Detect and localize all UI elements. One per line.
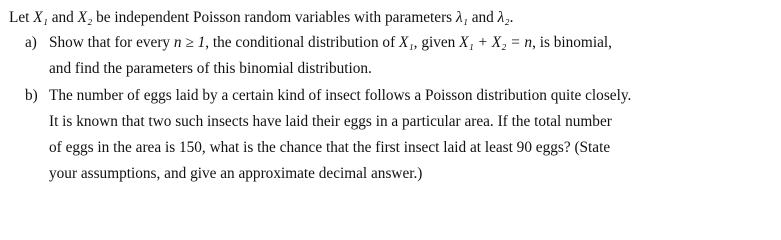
math-lambda2: λ₂ xyxy=(497,9,510,26)
math-n-ge-1: n ≥ 1 xyxy=(173,34,206,51)
part-b-text: It is known that two such insects have laid their eggs in a particular area. If the total number xyxy=(49,113,612,130)
part-b-line-3 xyxy=(49,138,610,158)
math-x1: X₁ xyxy=(33,9,48,26)
part-b-line-2 xyxy=(49,112,612,132)
part-b-line-4 xyxy=(49,164,422,184)
part-b-text: The number of eggs laid by a certain kind of insect follows a Poisson distribution quite closely. xyxy=(49,87,632,104)
part-a-line-1 xyxy=(25,33,612,53)
part-b-line-1 xyxy=(25,86,631,106)
part-b-text: of eggs in the area is 150, what is the chance that the first insect laid at least 90 eggs? (State xyxy=(49,139,611,156)
intro-text: and xyxy=(467,9,498,26)
math-x2: X₂ xyxy=(77,9,93,26)
part-a-line-2 xyxy=(49,59,372,79)
math-x1: X₁ xyxy=(399,34,414,51)
math-lambda1: λ₁ xyxy=(455,9,468,26)
part-a-text: and find the parameters of this binomial distribution. xyxy=(49,60,372,77)
intro-text: be independent Poisson random variables with parameters xyxy=(92,9,456,26)
intro-text: . xyxy=(509,9,514,26)
intro-text: Let xyxy=(9,9,34,26)
part-b-label: b) xyxy=(25,87,38,104)
part-a-text: , given xyxy=(413,34,460,51)
part-b-text: your assumptions, and give an approximate decimal answer.) xyxy=(49,165,423,182)
part-a-text: , the conditional distribution of xyxy=(205,34,399,51)
math-sum-eq-n: X₁ + X₂ = n xyxy=(459,34,533,51)
part-a-label: a) xyxy=(25,34,37,51)
intro-text: and xyxy=(47,9,78,26)
part-a-text: Show that for every xyxy=(49,34,174,51)
intro-line xyxy=(9,8,513,28)
part-a-text: , is binomial, xyxy=(532,34,612,51)
